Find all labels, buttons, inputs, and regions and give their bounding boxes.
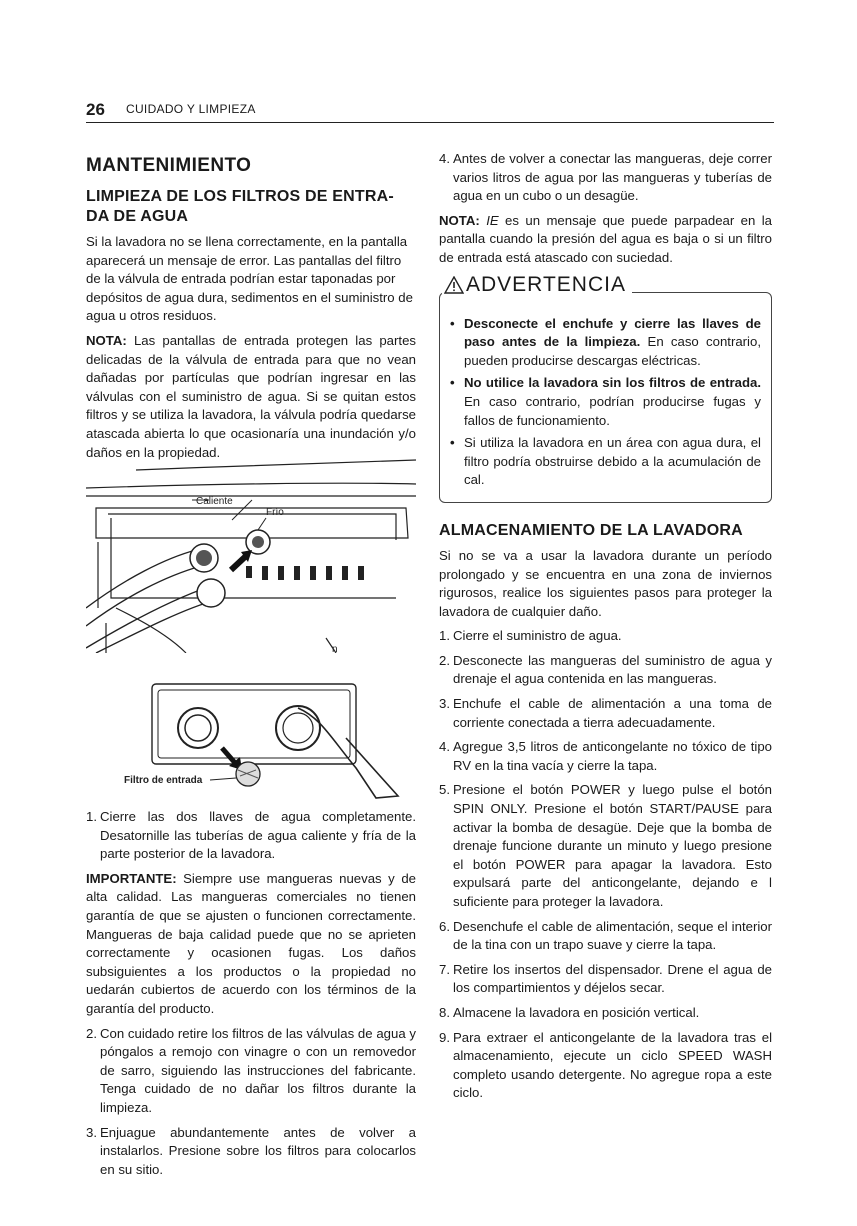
filter-label: Filtro de entrada <box>124 775 203 786</box>
page-number: 26 <box>86 100 105 119</box>
left-column-lower <box>86 808 416 1185</box>
list-item: 5. Presione el botón POWER y luego pulse el botón SPIN ONLY. Presione el botón START/PAUSE para activar la bomba de desagüe. Deje que la bomba de drenaje funcione durante un minuto y luego presione el botón POWER para apagar la lavadora. Esto expulsará parte del anticongelante, dejando e l suficiente para proteger la lavadora. <box>439 782 772 909</box>
left-column <box>86 155 416 468</box>
storage-steps <box>439 627 772 1103</box>
cleaning-steps-b <box>86 1025 416 1180</box>
warning-list <box>450 315 761 490</box>
page-title: MANTENIMIENTO <box>86 155 252 176</box>
error-code: IE <box>486 212 499 228</box>
list-item: 2. Desconecte las mangueras del suministro de agua y drenaje el agua contenida en las mangueras. <box>439 652 772 687</box>
note-paragraph <box>86 332 416 462</box>
list-item: • Desconecte el enchufe y cierre las llaves de paso antes de la limpieza. En caso contrario, pueden producirse descargas eléctricas. <box>450 315 761 371</box>
cleaning-steps-c <box>439 150 772 206</box>
note-text: Las pantallas de entrada protegen las partes delicadas de la válvula de entrada para que no vean dañadas por partículas que podrían ingresar en las válvulas con el suministro de agua. Si se quitan estos filtros y se utiliza la lavadora, la válvula podría quedarse atascada abierta lo que ocasionaría una inundación y/o daños en la propiedad. <box>86 332 416 460</box>
list-item: 1. Cierre el suministro de agua. <box>439 628 622 644</box>
note-label: NOTA: <box>439 212 480 228</box>
warning-title: ADVERTENCIA <box>442 276 632 295</box>
list-item: 7. Retire los insertos del dispensador. Drene el agua de los compartimientos y déjelos secar. <box>439 961 772 996</box>
list-item: 3. Enchufe el cable de alimentación a una toma de corriente conectada a tierra adecuadamente. <box>439 696 772 730</box>
storage-intro: Si no se va a usar la lavadora durante un período prolongado y se encuentra en una zona de inviernos rigurosos, realice los siguientes pasos para proteger la lavadora de cualquier daño. <box>439 547 772 619</box>
storage-title: ALMACENAMIENTO DE LA LAVADORA <box>439 521 743 539</box>
important-paragraph: IMPORTANTE: Siempre use mangueras nuevas y de alta calidad. Las mangueras comerciales no tienen garantía de que se ajusten o funcionen correctamente. Mangueras de baja calidad puede que no se aprieten correctamente y ocasionen fugas. Los daños subsiguientes a los productos o la propiedad no uedarán cubiertos de acuerdo con los términos de la garantía del producto. <box>86 870 416 1016</box>
list-item: 9. Para extraer el anticongelante de la lavadora tras el almacenamiento, ejecute un ciclo SPEED WASH completo usando detergente. No agregue ropa a este ciclo. <box>439 1029 772 1101</box>
list-item: 2. Con cuidado retire los filtros de las válvulas de agua y póngalos a remojo con vinagre o con un removedor de sarro, siguiendo las instrucciones del fabricante. Tenga cuidado de no dañar los filtros durante la limpieza. <box>86 1025 416 1115</box>
cold-label: Frío <box>266 507 284 518</box>
section-subtitle: LIMPIEZA DE LOS FILTROS DE ENTRA- DA DE AGUA <box>86 188 394 225</box>
page-header <box>86 100 774 123</box>
list-item: 6. Desenchufe el cable de alimentación, seque el interior de la tina con un trapo suave y cierre la tapa. <box>439 918 772 953</box>
list-item: 8. Almacene la lavadora en posición vertical. <box>439 1004 700 1020</box>
right-column <box>439 150 772 1109</box>
warning-triangle-icon <box>444 276 464 294</box>
valve-hoses-illustration <box>86 458 416 653</box>
important-label: IMPORTANTE: <box>86 870 177 886</box>
hot-label: Caliente <box>196 496 233 507</box>
inlet-filter-illustration <box>86 678 416 803</box>
note-label: NOTA: <box>86 332 127 348</box>
section-name: CUIDADO Y LIMPIEZA <box>126 102 256 116</box>
intro-paragraph: Si la lavadora no se llena correctamente, en la pantalla aparecerá un mensaje de error. Las pantallas del filtro de la válvula de entrada podrían estar taponadas por depósitos de agua dura, sedimentos en el suministro de agua u otros residuos. <box>86 234 413 324</box>
list-item: 4. Antes de volver a conectar las mangueras, deje correr varios litros de agua por las mangueras y tuberías de agua en un cubo o un desagüe. <box>439 151 772 204</box>
svg-text:n: n <box>332 644 338 653</box>
list-item: • Si utiliza la lavadora en un área con agua dura, el filtro podría obstruirse debido a la acumulación de cal. <box>450 434 761 490</box>
list-item: • No utilice la lavadora sin los filtros de entrada. En caso contrario, podrían producirse fugas y fallos de funcionamiento. <box>450 374 761 430</box>
cleaning-steps-a <box>86 808 416 864</box>
list-item: 4. Agregue 3,5 litros de anticongelante no tóxico de tipo RV en la tina vacía y cierre la tapa. <box>439 739 772 773</box>
list-item: 1. Cierre las dos llaves de agua completamente. Desatornille las tuberías de agua caliente y fría de la parte posterior de la lavadora. <box>86 809 416 862</box>
list-item: 3. Enjuague abundantemente antes de volver a instalarlos. Presione sobre los filtros para colocarlos en su sitio. <box>86 1124 416 1177</box>
note-ie-paragraph: NOTA: IE es un mensaje que puede parpadear en la pantalla cuando la presión del agua es baja o si un filtro de entrada está atascado con suciedad. <box>439 212 773 265</box>
warning-box <box>439 272 772 503</box>
